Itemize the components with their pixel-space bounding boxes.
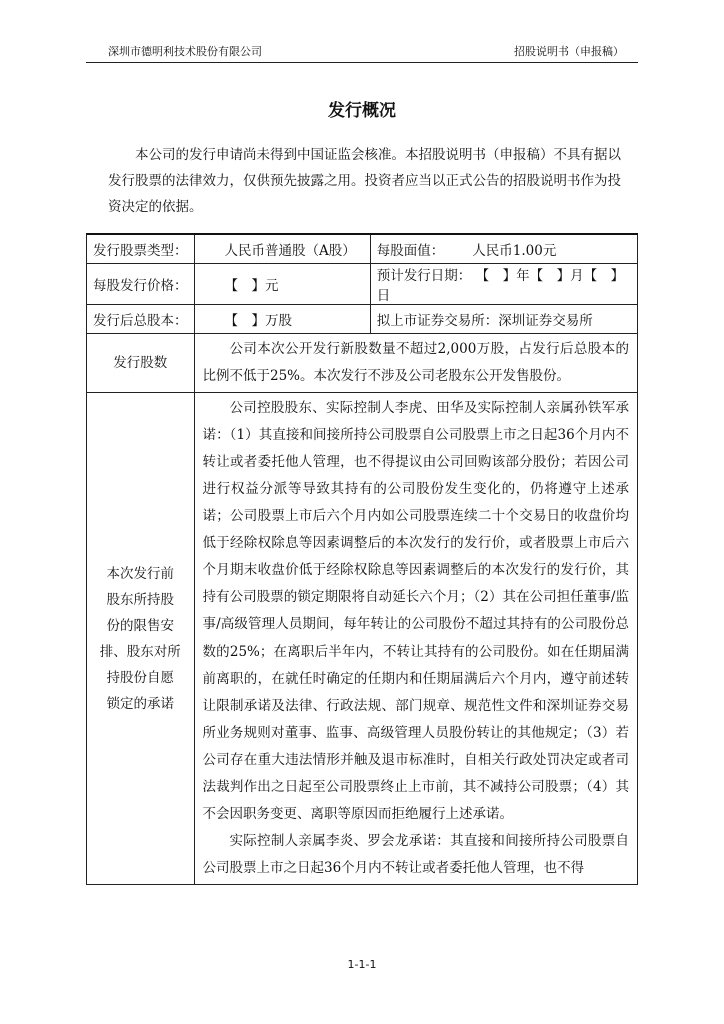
issue-shares-text: 公司本次公开发行新股数量不超过2,000万股，占发行后总股本的比例不低于25%。本次发行不涉及公司老股东公开发售股份。: [202, 340, 629, 384]
stock-type-label: 发行股票类型：: [87, 234, 195, 263]
lockup-label-line: 排、股东对所: [99, 643, 181, 660]
header-company: 深圳市德明利技术股份有限公司: [108, 45, 262, 58]
exchange-value: 深圳证券交易所: [498, 312, 593, 329]
table-row: [87, 333, 638, 392]
stock-type-value: 人民币普通股（A股）: [194, 234, 370, 263]
issue-date-cell: [370, 263, 637, 304]
intro-paragraph: [108, 142, 624, 220]
par-value-value: 人民币1.00元: [472, 242, 557, 259]
lockup-label-line: 本次发行前: [106, 565, 174, 582]
page-number: 1-1-1: [347, 958, 377, 971]
table-row: [87, 234, 638, 263]
lockup-label-line: 份的限售安: [106, 617, 174, 634]
lockup-cell: [194, 392, 638, 885]
table-row: [87, 304, 638, 333]
issue-shares-label: 发行股数: [87, 333, 195, 392]
lockup-paragraph-1: 公司控股股东、实际控制人李虎、田华及实际控制人亲属孙铁军承诺：（1）其直接和间接所持公司股票自公司股票上市之日起36个月内不转让或者委托他人管理，也不得提议由公司回购该部分股份；若因公司进行权益分派等导致其持有的公司股份发生变化的，仍将遵守上述承诺；公司股票上市后六个月内如公司股票连续二十个交易日的收盘价均低于经除权除息等因素调整后的本次发行的发行价，或者股票上市后六个月期末收盘价低于经除权除息等因素调整后的本次发行的发行价，其持有公司股票的锁定期限将自动延长六个月；（2）其在公司担任董事/监事/高级管理人员期间，每年转让的公司股份不超过其持有的公司股份总数的25%；在离职后半年内，不转让其持有的公司股份。如在任期届满前离职的，在就任时确定的任期内和任期届满后六个月内，遵守前述转让限制承诺及法律、行政法规、部门规章、规范性文件和深圳证券交易所业务规则对董事、监事、高级管理人员股份转让的其他规定；（3）若公司存在重大违法情形并触及退市标准时，自相关行政处罚决定或者司法裁判作出之日起至公司股票终止上市前，其不减持公司股票；（4）其不会因职务变更、离职等原因而拒绝履行上述承诺。: [202, 399, 629, 823]
lockup-label: [87, 392, 195, 885]
issue-summary-table: [86, 233, 638, 885]
par-value-label: 每股面值：: [376, 242, 445, 259]
issue-date-label: 预计发行日期：: [376, 267, 472, 284]
lockup-label-line: 股东所持股: [106, 591, 174, 608]
issue-date-value: 【 】年【 】月【 】日: [376, 267, 625, 304]
total-shares-label: 发行后总股本：: [87, 304, 195, 333]
lockup-label-line: 锁定的承诺: [106, 695, 174, 712]
lockup-paragraph-2: 实际控制人亲属李炎、罗会龙承诺：其直接和间接所持公司股票自公司股票上市之日起36个月内不转让或者委托他人管理，也不得: [202, 833, 629, 877]
table-row: [87, 392, 638, 885]
page-header: [86, 40, 638, 63]
lockup-label-line: 持股份自愿: [106, 669, 174, 686]
issue-price-label: 每股发行价格：: [87, 263, 195, 304]
intro-text: 本公司的发行申请尚未得到中国证监会核准。本招股说明书（申报稿）不具有据以发行股票的法律效力，仅供预先披露之用。投资者应当以正式公告的招股说明书作为投资决定的依据。: [108, 147, 621, 215]
exchange-cell: [370, 304, 637, 333]
page-title: 发行概况: [328, 101, 396, 121]
header-doc-type: 招股说明书（申报稿）: [514, 45, 624, 58]
table-row: [87, 263, 638, 304]
total-shares-value: 【 】万股: [194, 304, 370, 333]
par-value-cell: [370, 234, 637, 263]
issue-shares-cell: [194, 333, 638, 392]
exchange-label: 拟上市证券交易所：: [376, 312, 499, 329]
issue-price-value: 【 】元: [194, 263, 370, 304]
